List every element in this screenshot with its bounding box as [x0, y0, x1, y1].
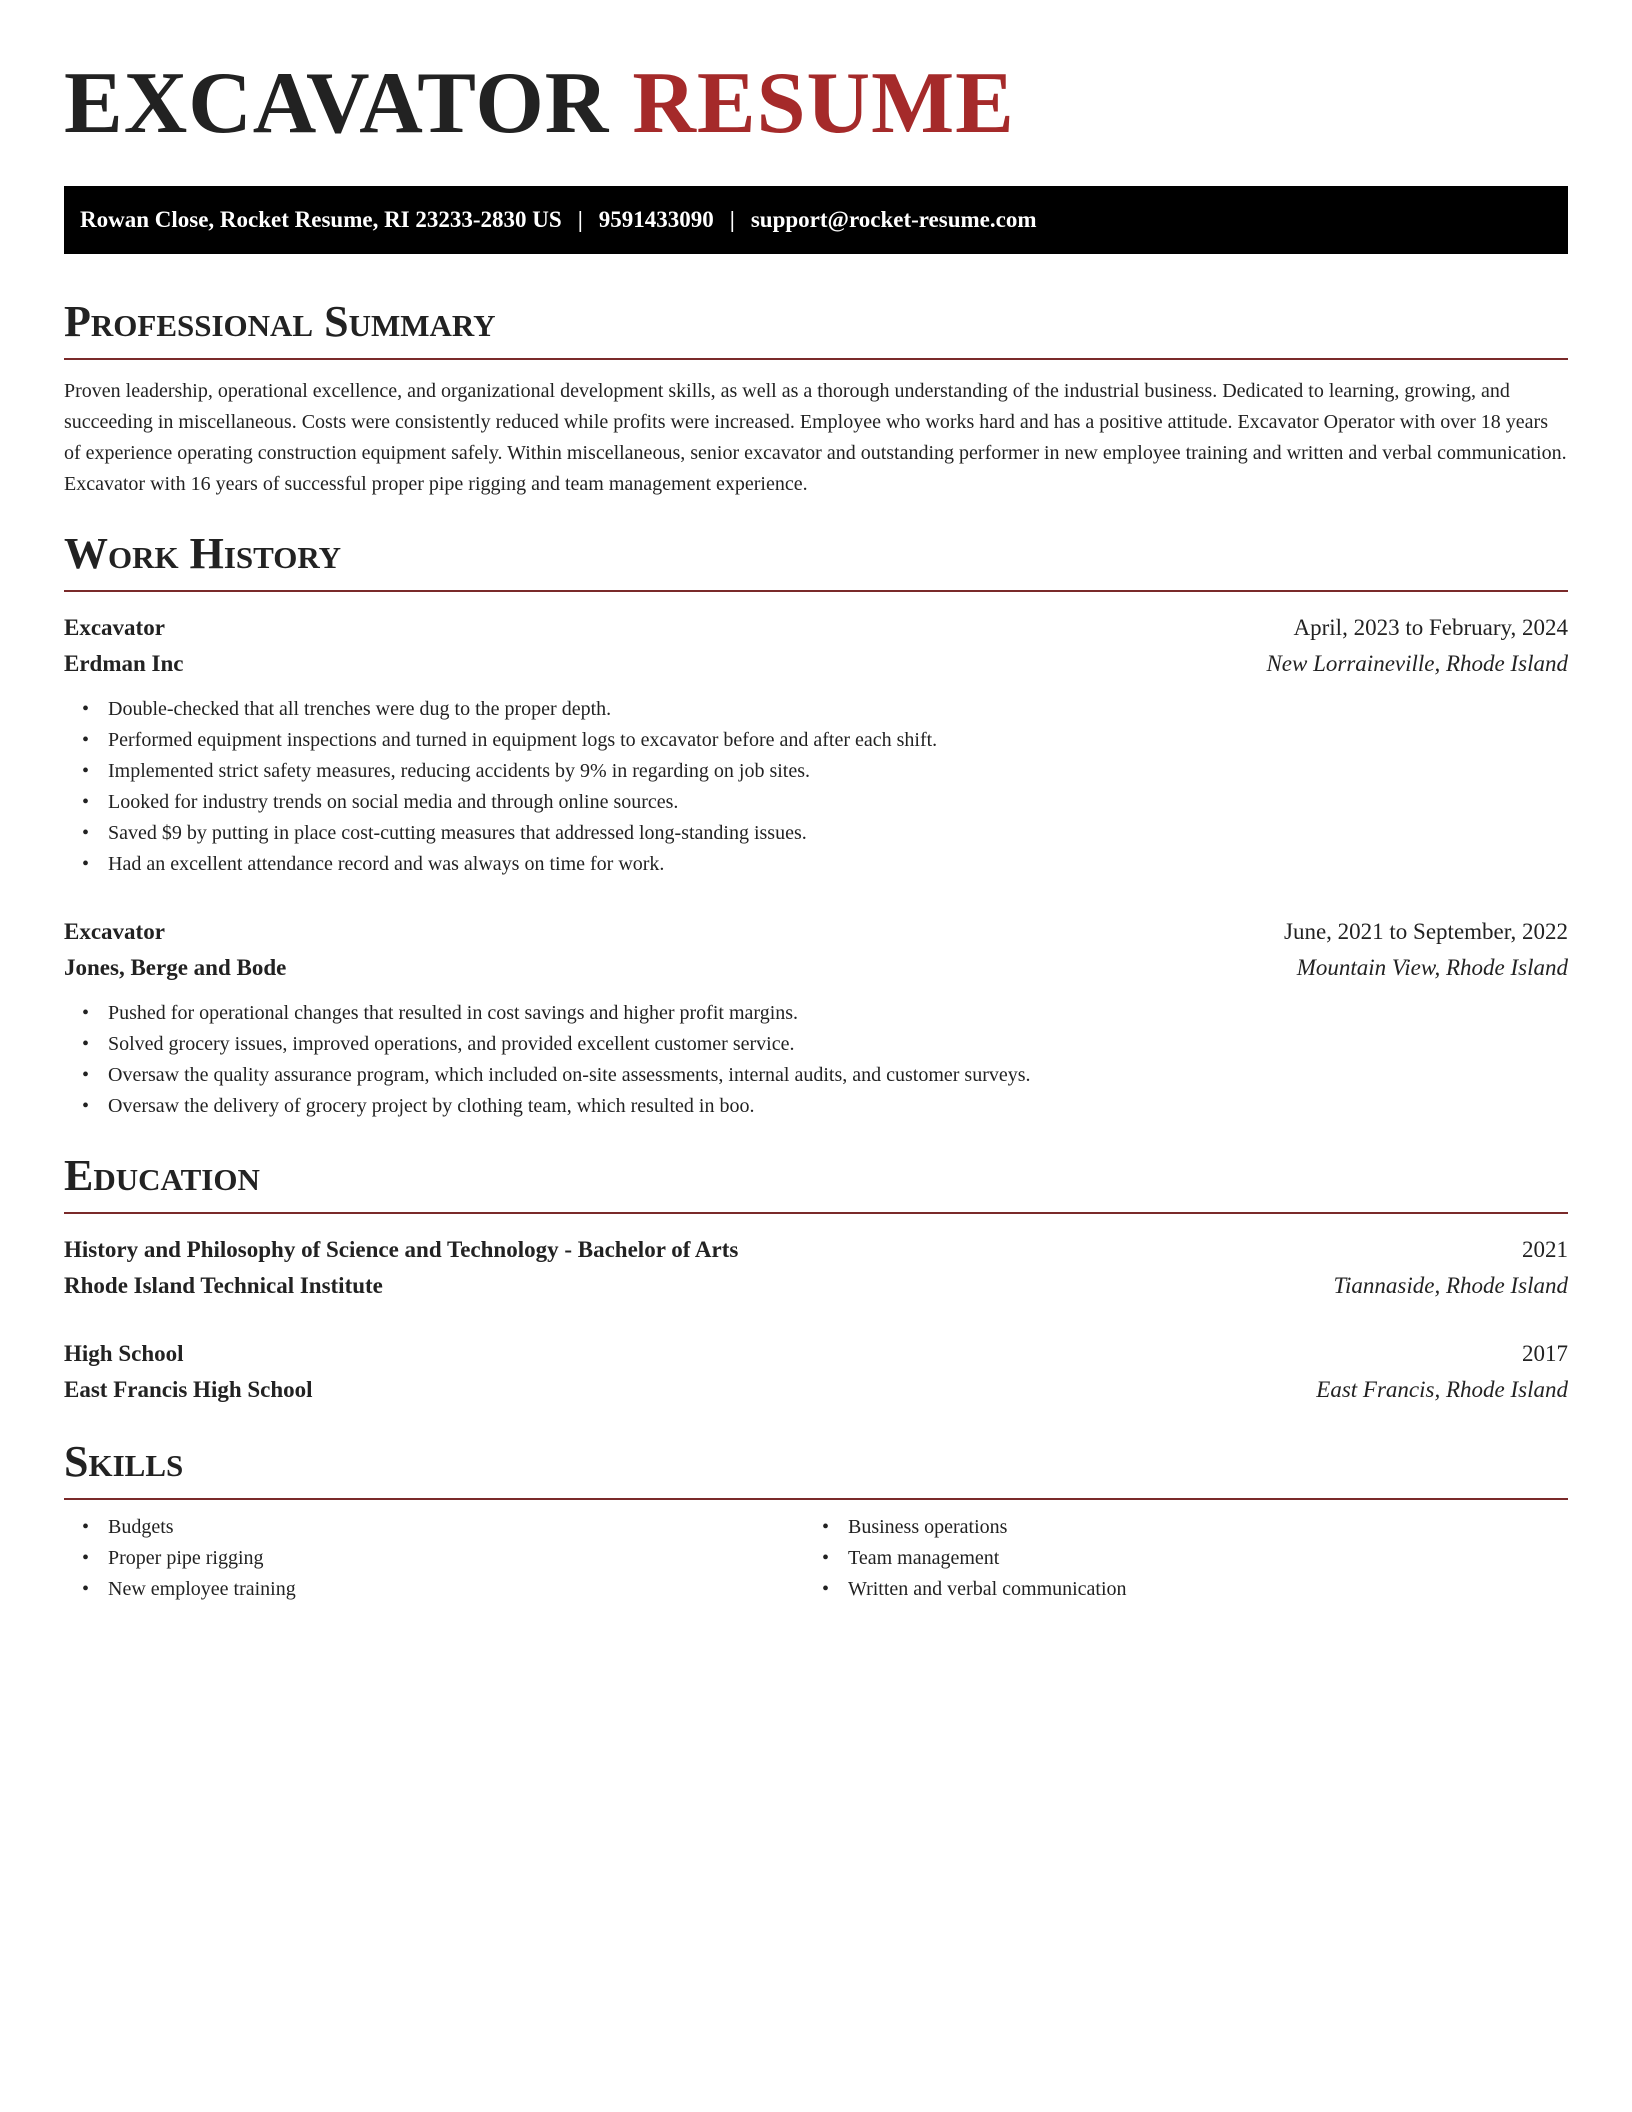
skills-column-right — [804, 1512, 1544, 1605]
education-entry — [64, 1232, 1568, 1304]
resume-title — [64, 56, 1568, 152]
title-accent: RESUME — [632, 55, 1015, 152]
contact-email: support@rocket-resume.com — [750, 207, 1037, 232]
education-year: 2021 — [1522, 1237, 1568, 1262]
job-location: Mountain View, Rhode Island — [1296, 955, 1568, 980]
education-degree: High School — [64, 1341, 184, 1366]
job-bullet: • Saved $9 by putting in place cost-cutting measures that addressed long-standing issues. — [108, 818, 1568, 849]
job-bullet: • Pushed for operational changes that resulted in cost savings and higher profit margins. — [108, 998, 1568, 1029]
skills-column-left — [64, 1512, 804, 1605]
job-company: Jones, Berge and Bode — [64, 955, 287, 980]
contact-bar — [64, 186, 1568, 254]
contact-address: Rowan Close, Rocket Resume, RI 23233-2830 US — [80, 207, 562, 232]
job-bullet: • Had an excellent attendance record and was always on time for work. — [108, 849, 1568, 880]
contact-separator: | — [729, 207, 735, 232]
job-bullet: • Oversaw the delivery of grocery project by clothing team, which resulted in boo. — [108, 1091, 1568, 1122]
skills-grid — [64, 1512, 1568, 1605]
job-company: Erdman Inc — [64, 651, 184, 676]
job-entry — [64, 914, 1568, 1122]
skill-item: • New employee training — [108, 1574, 804, 1605]
education-location: East Francis, Rhode Island — [1316, 1377, 1568, 1402]
job-bullet: • Performed equipment inspections and turned in equipment logs to excavator before and after each shift. — [108, 725, 1568, 756]
work-history-heading: Work History — [64, 528, 1568, 592]
skill-item: • Team management — [848, 1543, 1544, 1574]
education-year: 2017 — [1522, 1341, 1568, 1366]
job-bullet: • Oversaw the quality assurance program, which included on-site assessments, internal audits, and customer surveys. — [108, 1060, 1568, 1091]
education-location: Tiannaside, Rhode Island — [1333, 1273, 1568, 1298]
job-entry — [64, 610, 1568, 880]
skill-item: • Budgets — [108, 1512, 804, 1543]
title-main: EXCAVATOR — [64, 55, 610, 152]
skills-heading: Skills — [64, 1436, 1568, 1500]
job-bullet: • Implemented strict safety measures, reducing accidents by 9% in regarding on job sites. — [108, 756, 1568, 787]
job-bullet: • Double-checked that all trenches were dug to the proper depth. — [108, 694, 1568, 725]
education-degree: History and Philosophy of Science and Technology - Bachelor of Arts — [64, 1237, 739, 1262]
skill-item: • Business operations — [848, 1512, 1544, 1543]
job-bullets — [64, 694, 1568, 880]
contact-separator: | — [577, 207, 583, 232]
skill-item: • Written and verbal communication — [848, 1574, 1544, 1605]
job-bullet: • Looked for industry trends on social media and through online sources. — [108, 787, 1568, 818]
summary-text: Proven leadership, operational excellence, and organizational development skills, as well as a thorough understanding of the industrial business. Dedicated to learning, growing, and succeeding in miscellaneous. Costs were consistently reduced while profits were increased. Employee who works hard and has a positive attitude. Excavator Operator with over 18 years of experience operating construction equipment safely. Within miscellaneous, senior excavator and outstanding performer in new employee training and written and verbal communication. Excavator with 16 years of successful proper pipe rigging and team management experience. — [64, 380, 1567, 495]
summary-heading: Professional Summary — [64, 296, 1568, 360]
skill-item: • Proper pipe rigging — [108, 1543, 804, 1574]
job-dates: June, 2021 to September, 2022 — [1284, 919, 1568, 944]
education-heading: Education — [64, 1150, 1568, 1214]
education-entry — [64, 1336, 1568, 1408]
contact-phone: 9591433090 — [598, 207, 714, 232]
job-bullet: • Solved grocery issues, improved operations, and provided excellent customer service. — [108, 1029, 1568, 1060]
job-title: Excavator — [64, 615, 165, 640]
job-dates: April, 2023 to February, 2024 — [1293, 615, 1568, 640]
job-location: New Lorraineville, Rhode Island — [1266, 651, 1568, 676]
education-school: Rhode Island Technical Institute — [64, 1273, 383, 1298]
education-school: East Francis High School — [64, 1377, 313, 1402]
job-title: Excavator — [64, 919, 165, 944]
job-bullets — [64, 998, 1568, 1122]
